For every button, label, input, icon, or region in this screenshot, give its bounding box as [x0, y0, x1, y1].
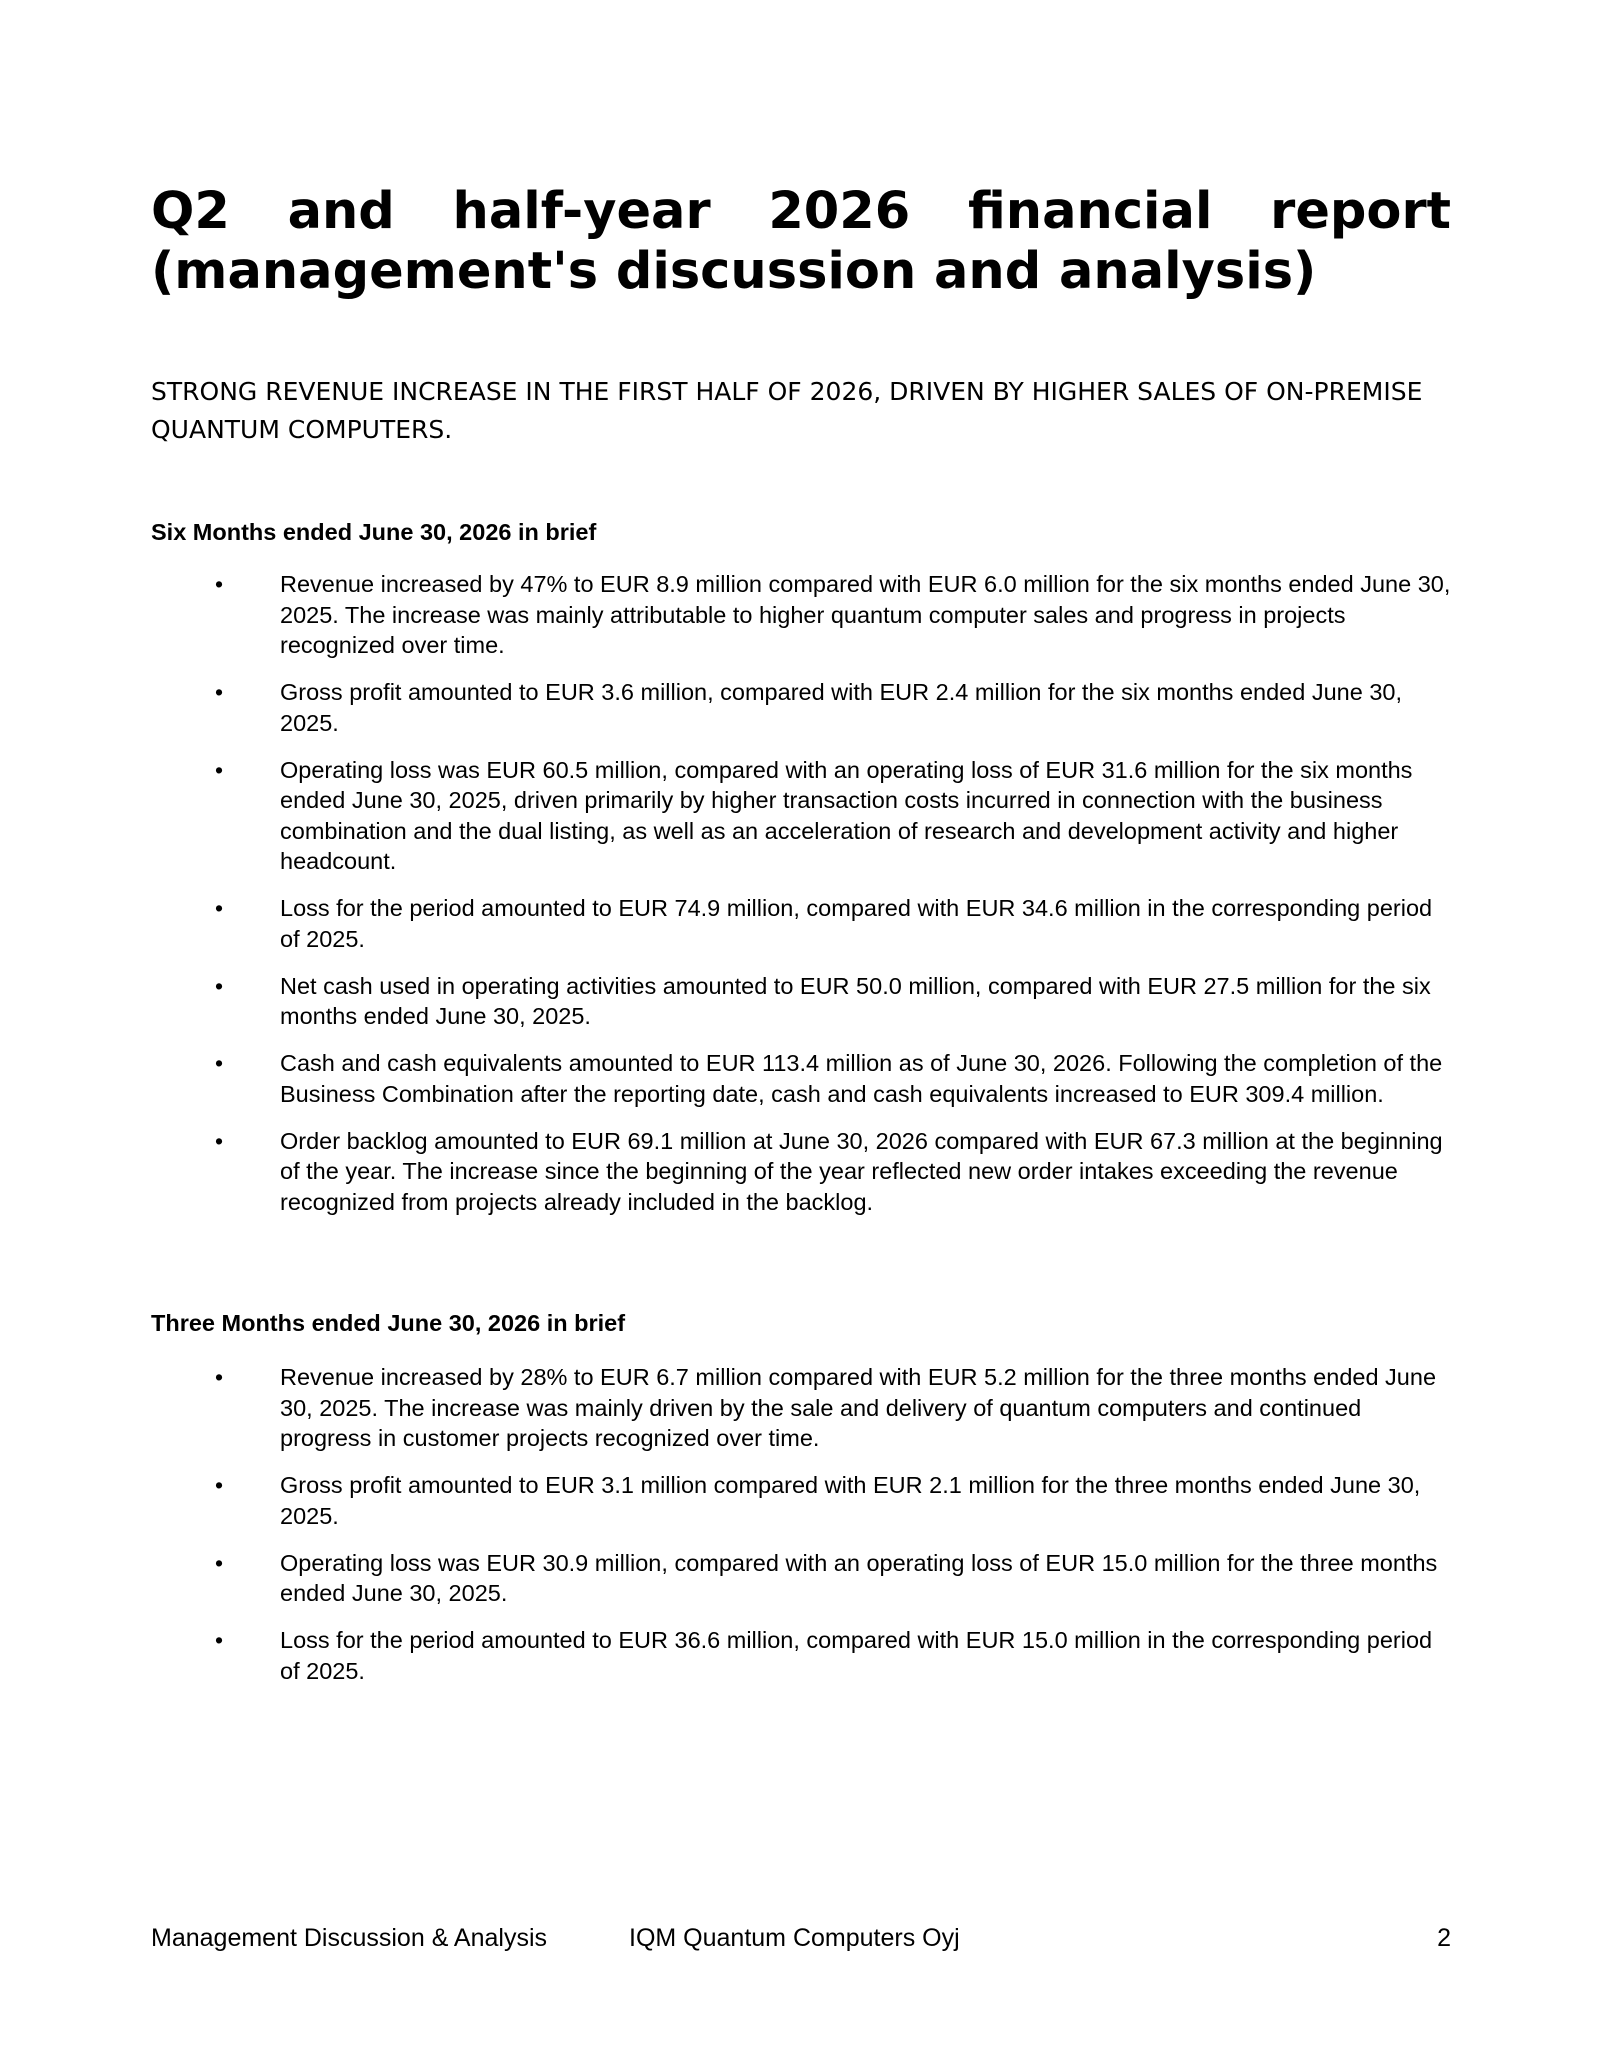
- bullet-icon: •: [215, 1127, 224, 1154]
- bullet-icon: •: [215, 1549, 224, 1576]
- list-item-text: Revenue increased by 47% to EUR 8.9 million compared with EUR 6.0 million for the six months ended June 30, 2025. The increase was mainly attributable to higher quantum computer sales and progress in projects recognized over time.: [280, 571, 1451, 658]
- page-footer: [151, 1922, 1451, 1954]
- list-item: [151, 1625, 1451, 1686]
- list-item-text: Revenue increased by 28% to EUR 6.7 million compared with EUR 5.2 million for the three months ended June 30, 2025. The increase was mainly driven by the sale and delivery of quantum computers and continued progress in customer projects recognized over time.: [280, 1364, 1437, 1451]
- list-item: [151, 569, 1451, 661]
- list-item: [151, 677, 1451, 738]
- list-item-text: Net cash used in operating activities amounted to EUR 50.0 million, compared with EUR 27.5 million for the six months ended June 30, 2025.: [280, 972, 1431, 1029]
- footer-document-label: Management Discussion & Analysis: [151, 1924, 548, 1952]
- bullet-icon: •: [215, 571, 224, 597]
- title-line-1: Q2 and half-year 2026 financial report: [151, 182, 1451, 241]
- bullet-icon: •: [215, 1472, 224, 1498]
- page-number: 2: [1437, 1924, 1451, 1952]
- six-months-bullet-list: [151, 569, 1451, 1234]
- title-line-2: (management's discussion and analysis): [151, 242, 1317, 301]
- bullet-icon: •: [215, 756, 224, 783]
- list-item-text: Loss for the period amounted to EUR 36.6 million, compared with EUR 15.0 million in the corresponding period of 2025.: [280, 1627, 1433, 1684]
- bullet-icon: •: [215, 1627, 224, 1653]
- list-item-text: Operating loss was EUR 30.9 million, compared with an operating loss of EUR 15.0 million for the three months ended June 30, 2025.: [280, 1549, 1438, 1606]
- page-subtitle: STRONG REVENUE INCREASE IN THE FIRST HALF OF 2026, DRIVEN BY HIGHER SALES OF ON-PREMISE QUANTUM COMPUTERS.: [151, 377, 1423, 444]
- list-item: [151, 755, 1451, 877]
- bullet-icon: •: [215, 1050, 224, 1076]
- list-item-text: Gross profit amounted to EUR 3.6 million, compared with EUR 2.4 million for the six months ended June 30, 2025.: [280, 679, 1402, 736]
- three-months-heading: Three Months ended June 30, 2026 in brief: [151, 1310, 626, 1336]
- list-item: [151, 893, 1451, 954]
- bullet-icon: •: [215, 1364, 224, 1390]
- list-item-text: Gross profit amounted to EUR 3.1 million compared with EUR 2.1 million for the three months ended June 30, 2025.: [280, 1472, 1421, 1529]
- list-item-text: Loss for the period amounted to EUR 74.9 million, compared with EUR 34.6 million in the corresponding period of 2025.: [280, 895, 1433, 952]
- list-item-text: Order backlog amounted to EUR 69.1 million at June 30, 2026 compared with EUR 67.3 million at the beginning of the year. The increase since the beginning of the year reflected new order intakes exceeding the revenue recognized from projects already included in the backlog.: [280, 1127, 1443, 1215]
- footer-company-name: IQM Quantum Computers Oyj: [629, 1924, 960, 1952]
- bullet-icon: •: [215, 972, 224, 999]
- list-item: [151, 1470, 1451, 1531]
- six-months-heading: Six Months ended June 30, 2026 in brief: [151, 519, 597, 545]
- list-item: [151, 1362, 1451, 1454]
- list-item: [151, 1048, 1451, 1109]
- list-item: [151, 971, 1451, 1032]
- list-item-text: Operating loss was EUR 60.5 million, compared with an operating loss of EUR 31.6 million for the six months ended June 30, 2025, driven primarily by higher transaction costs incurred in connection with the business combination and the dual listing, as well as an acceleration of research and development activity and higher headcount.: [280, 756, 1413, 874]
- list-item: [151, 1548, 1451, 1609]
- list-item-text: Cash and cash equivalents amounted to EUR 113.4 million as of June 30, 2026. Following the completion of the Business Combination after the reporting date, cash and cash equivalents increased to EUR 309.4 million.: [280, 1050, 1443, 1107]
- bullet-icon: •: [215, 895, 224, 921]
- bullet-icon: •: [215, 679, 224, 705]
- page-title: [151, 182, 1451, 302]
- list-item: [151, 1126, 1451, 1218]
- three-months-bullet-list: [151, 1362, 1451, 1703]
